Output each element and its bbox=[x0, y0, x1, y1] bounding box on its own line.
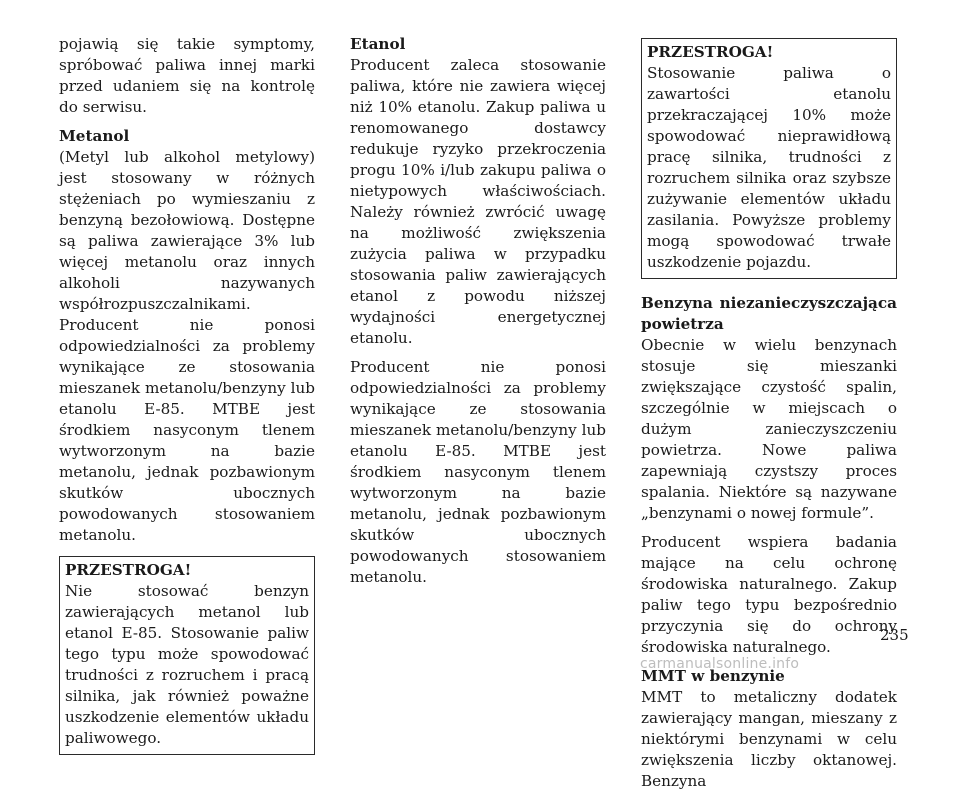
warning-text: Stosowanie paliwa o zawartości etanolu przekraczającej 10% może spowodować nieprawidłową pracę silnika, trudności z rozruchem silnika oraz szybsze zużywanie elementów układu zasilania. Powyższe problemy mogą spowodować trwałe uszkodzenie pojazdu. bbox=[647, 64, 891, 271]
warning-title: PRZESTROGA! bbox=[65, 561, 192, 579]
warning-box-ethanol bbox=[641, 38, 897, 279]
mmt-heading: MMT w benzynie bbox=[641, 667, 785, 685]
liability-paragraph: Producent nie ponosi odpowiedzialności za problemy wynikające ze stosowania mieszanek metanolu/benzyny lub etanolu E-85. MTBE jest środkiem nasyconym tlenem wytworzonym na bazie metanolu, jednak pozbawionym skutków ubocznych powodowanych stosowaniem metanolu. bbox=[350, 358, 606, 586]
warning-box-methanol bbox=[59, 556, 315, 755]
warning-title: PRZESTROGA! bbox=[647, 43, 774, 61]
clean-fuel-heading: Benzyna niezanieczyszczająca powietrza bbox=[641, 294, 897, 333]
mmt-paragraph: MMT to metaliczny dodatek zawierający mangan, mieszany z niektórymi benzynami w celu zwiększenia liczby oktanowej. Benzyna bbox=[641, 688, 897, 790]
right-column bbox=[641, 34, 897, 800]
warning-text: Nie stosować benzyn zawierających metanol lub etanol E-85. Stosowanie paliw tego typu może spowodować trudności z rozruchem i pracą silnika, jak również poważne uszkodzenie elementów układu paliwowego. bbox=[65, 582, 309, 747]
etanol-paragraph: Producent zaleca stosowanie paliwa, które nie zawiera więcej niż 10% etanolu. Zakup paliwa u renomowanego dostawcy redukuje ryzyko przekroczenia progu 10% i/lub zakupu paliwa o nietypowych właściwościach. Należy również zwrócić uwagę na możliwość zwiększenia zużycia paliwa w przypadku stosowania paliw zawierających etanol z powodu niższej wydajności energetycznej etanolu. bbox=[350, 56, 606, 347]
watermark: carmanualsonline.info bbox=[640, 656, 800, 672]
clean-fuel-paragraph: Obecnie w wielu benzynach stosuje się mieszanki zwiększające czystość spalin, szczególnie w miejscach o dużym zanieczyszczeniu powietrza. Nowe paliwa zapewniają czystszy proces spalania. Niektóre są nazywane „benzynami o nowej formule”. bbox=[641, 336, 897, 522]
metanol-heading: Metanol bbox=[59, 127, 130, 145]
support-paragraph: Producent wspiera badania mające na celu ochronę środowiska naturalnego. Zakup paliw tego typu bezpośrednio przyczynia się do ochrony środowiska naturalnego. bbox=[641, 533, 897, 656]
metanol-paragraph: (Metyl lub alkohol metylowy) jest stosowany w różnych stężeniach po wymieszaniu z benzyną bezołowiową. Dostępne są paliwa zawierające 3% lub więcej metanolu oraz innych alkoholi nazywanych współrozpuszczalnikami. Producent nie ponosi odpowiedzialności za problemy wynikające ze stosowania mieszanek metanolu/benzyny lub etanolu E-85. MTBE jest środkiem nasyconym tlenem wytworzonym na bazie metanolu, jednak pozbawionym skutków ubocznych powodowanych stosowaniem metanolu. bbox=[59, 148, 315, 544]
etanol-heading: Etanol bbox=[350, 35, 406, 53]
left-column bbox=[59, 34, 315, 769]
page-number: 235 bbox=[880, 626, 909, 644]
intro-paragraph: pojawią się takie symptomy, spróbować paliwa innej marki przed udaniem się na kontrolę do serwisu. bbox=[59, 35, 315, 116]
middle-column bbox=[350, 34, 606, 596]
